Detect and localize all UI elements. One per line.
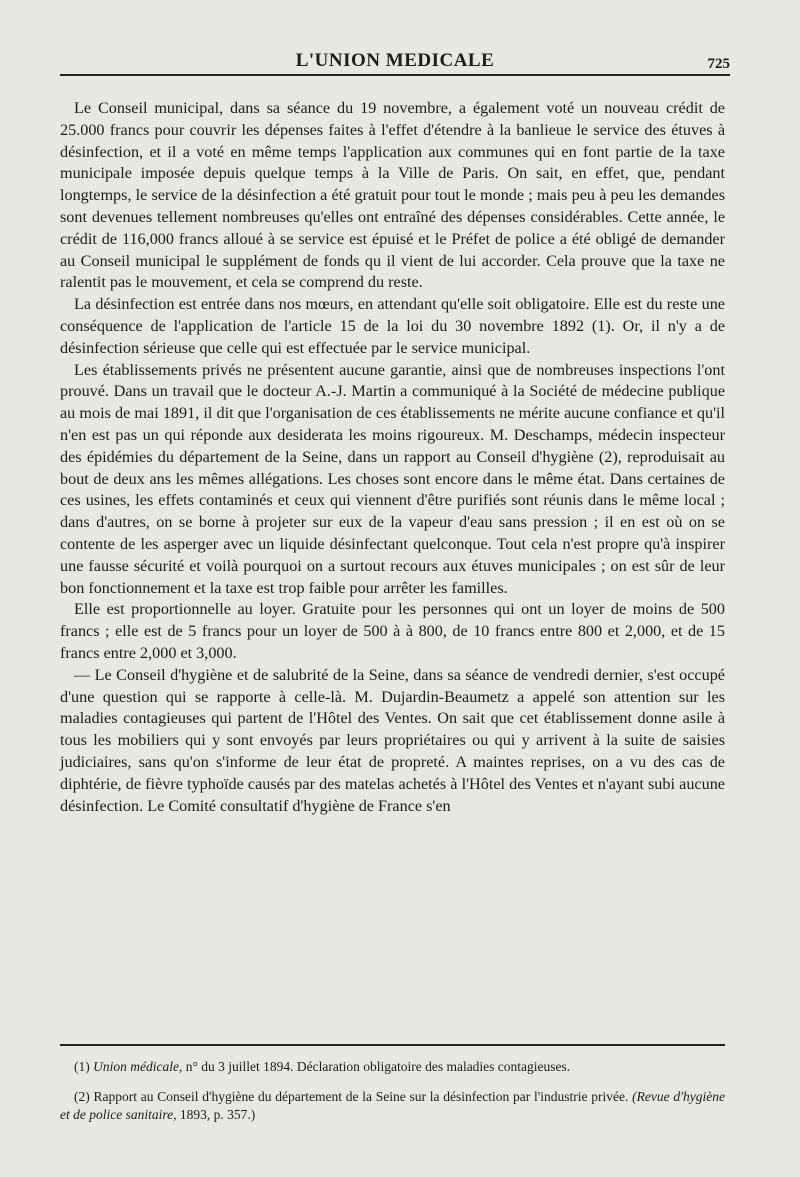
- footnotes: [60, 1058, 725, 1136]
- footnote-2-text: Rapport au Conseil d'hygiène du département de la Seine sur la désinfection par l'industrie privée.: [89, 1089, 633, 1104]
- footnote-2-marker: (2): [74, 1089, 90, 1104]
- footnote-2-journal: (Revue d'hygiène et de police sanitaire,: [60, 1089, 725, 1122]
- footnote-1-marker: (1): [74, 1059, 90, 1074]
- running-head: [60, 44, 730, 76]
- journal-title: L'UNION MEDICALE: [295, 50, 495, 71]
- paragraph-4: Elle est proportionnelle au loyer. Gratuite pour les personnes qui ont un loyer de moins de 500 francs ; elle est de 5 francs pour un loyer de 500 à à 800, de 10 francs entre 800 et 2,000, et de 15 francs entre 2,000 et 3,000.: [60, 600, 725, 662]
- paragraph-3: Les établissements privés ne présentent aucune garantie, ainsi que de nombreuses inspections l'ont prouvé. Dans un travail que le docteur A.-J. Martin a communiqué à la Société de médecine publique au mois de mai 1891, il dit que l'organisation de ces établissements ne mérite aucune confiance et qu'il n'en est pas un qui réponde aux desiderata les moins rigoureux. M. Deschamps, médecin inspecteur des épidémies du département de la Seine, dans un rapport au Conseil d'hygiène (2), reproduisait au bout de deux ans les mêmes allégations. Les choses sont encore dans le même état. Dans certaines de ces usines, les effets contaminés et ceux qui viennent d'être purifiés sont réunis dans le même local ; dans d'autres, on se borne à projeter sur eux de la vapeur d'eau sans pression ; il en est où on se contente de les asperger avec un liquide désinfectant quelconque. Tout cela n'est propre qu'à inspirer une fausse sécurité et voilà pourquoi on a surtout recours aux étuves municipales ; on est sûr de leur bon fonctionnement et la taxe est trop faible pour arrêter les familles.: [60, 360, 725, 597]
- footnote-1-text: n° du 3 juillet 1894. Déclaration obligatoire des maladies contagieuses.: [182, 1059, 571, 1074]
- footnote-rule: [60, 1044, 725, 1046]
- footnote-2-source: 1893, p. 357.): [176, 1107, 256, 1122]
- article-body: [60, 98, 725, 817]
- footnote-1-journal: Union médicale,: [93, 1059, 183, 1074]
- paragraph-5: — Le Conseil d'hygiène et de salubrité de la Seine, dans sa séance de vendredi dernier, s'est occupé d'une question qui se rapporte à celle-là. M. Dujardin-Beaumetz a appelé son attention sur les maladies contagieuses qui partent de l'Hôtel des Ventes. On sait que cet établissement donne asile à tous les mobiliers qui y sont envoyés par leurs propriétaires ou qui y arrivent à la suite de saisies judiciaires, sans qu'on s'informe de leur état de propreté. A maintes reprises, on a vu des cas de diphtérie, de fièvre typhoïde causés par des matelas achetés à l'Hôtel des Ventes et n'ayant subi aucune désinfection. Le Comité consultatif d'hygiène de France s'en: [60, 665, 725, 815]
- header-rule: [60, 74, 730, 76]
- footnote-2: [60, 1088, 725, 1124]
- page-number: 725: [707, 56, 730, 72]
- paragraph-2: La désinfection est entrée dans nos mœurs, en attendant qu'elle soit obligatoire. Elle est du reste une conséquence de l'application de l'article 15 de la loi du 30 novembre 1892 (1). Or, il n'y a de désinfection sérieuse que celle qui est effectuée par le service municipal.: [60, 295, 725, 357]
- footnote-1: [60, 1058, 725, 1076]
- paragraph-1: Le Conseil municipal, dans sa séance du 19 novembre, a également voté un nouveau crédit de 25.000 francs pour couvrir les dépenses faites à l'effet d'étendre à la banlieue le service des étuves à désinfection, et il a voté en même temps l'application aux communes qui en font partie de la taxe municipale imposée depuis quelque temps à la Ville de Paris. On sait, en effet, que, pendant longtemps, le service de la désinfection a été gratuit pour tout le monde ; mais peu à peu les demandes sont devenues tellement nombreuses qu'elles ont entraîné des dépenses considérables. Cette année, le crédit de 116,000 francs alloué à se service est épuisé et le Préfet de police a été obligé de demander au Conseil municipal le supplément de fonds qu il vient de lui accorder. Cela prouve que la taxe ne ralentit pas le mouvement, et cela se comprend du reste.: [60, 99, 725, 292]
